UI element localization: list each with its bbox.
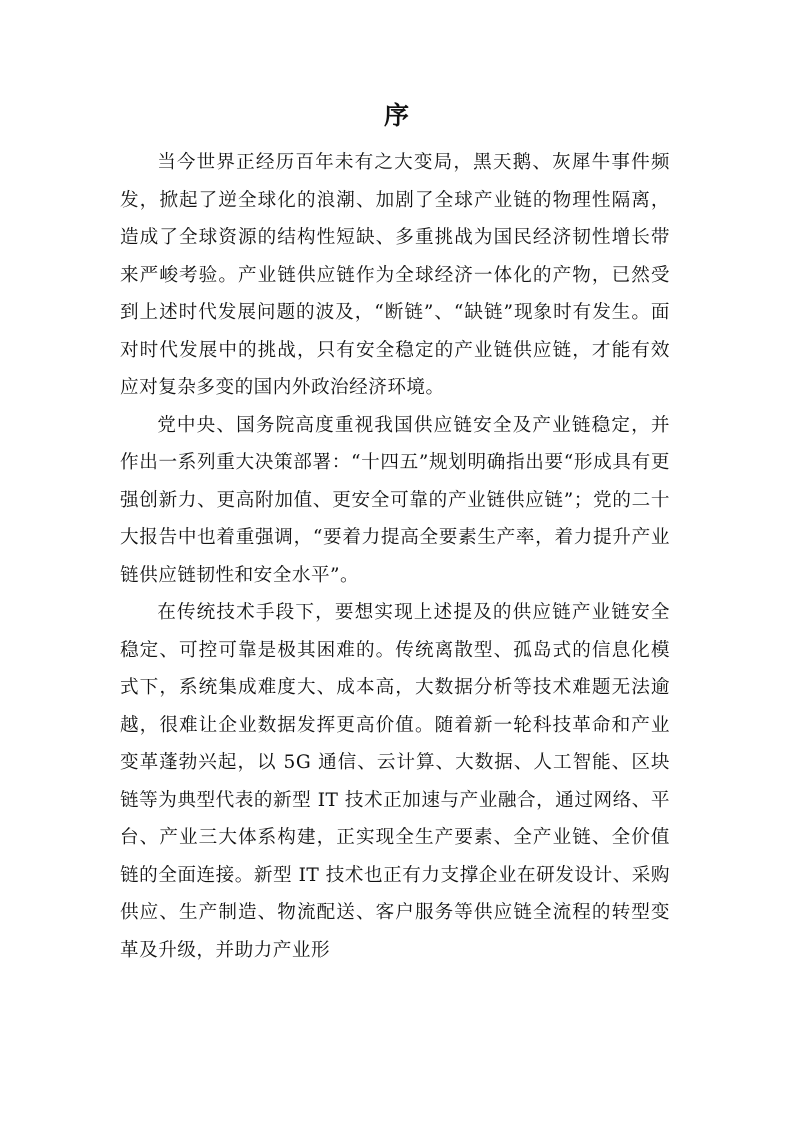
- paragraph-1: 当今世界正经历百年未有之大变局，黑天鹅、灰犀牛事件频发，掀起了逆全球化的浪潮、加剧了全球产业链的物理性隔离，造成了全球资源的结构性短缺、多重挑战为国民经济韧性增长带来严峻考验。产业链供应链作为全球经济一体化的产物，已然受到上述时代发展问题的波及，“断链”、“缺链”现象时有发生。面对时代发展中的挑战，只有安全稳定的产业链供应链，才能有效应对复杂多变的国内外政治经济环境。: [120, 152, 670, 398]
- page-title: 序: [383, 101, 409, 130]
- paragraph-3: 在传统技术手段下，要想实现上述提及的供应链产业链安全稳定、可控可靠是极其困难的。传统离散型、孤岛式的信息化模式下，系统集成难度大、成本高，大数据分析等技术难题无法逾越，很难让企业数据发挥更高价值。随着新一轮科技革命和产业变革蓬勃兴起，以 5G 通信、云计算、大数据、人工智能、区块链等为典型代表的新型 IT 技术正加速与产业融合，通过网络、平台、产业三大体系构建，正实现全生产要素、全产业链、全价值链的全面连接。新型 IT 技术也正有力支撑企业在研发设计、采购供应、生产制造、物流配送、客户服务等供应链全流程的转型变革及升级，并助力产业形: [120, 602, 670, 961]
- paragraph-2: 党中央、国务院高度重视我国供应链安全及产业链稳定，并作出一系列重大决策部署：“十四五”规划明确指出要“形成具有更强创新力、更高附加值、更安全可靠的产业链供应链”；党的二十大报告中也着重强调，“要着力提高全要素生产率，着力提升产业链供应链韧性和安全水平”。: [120, 414, 670, 586]
- body-text: [120, 144, 670, 969]
